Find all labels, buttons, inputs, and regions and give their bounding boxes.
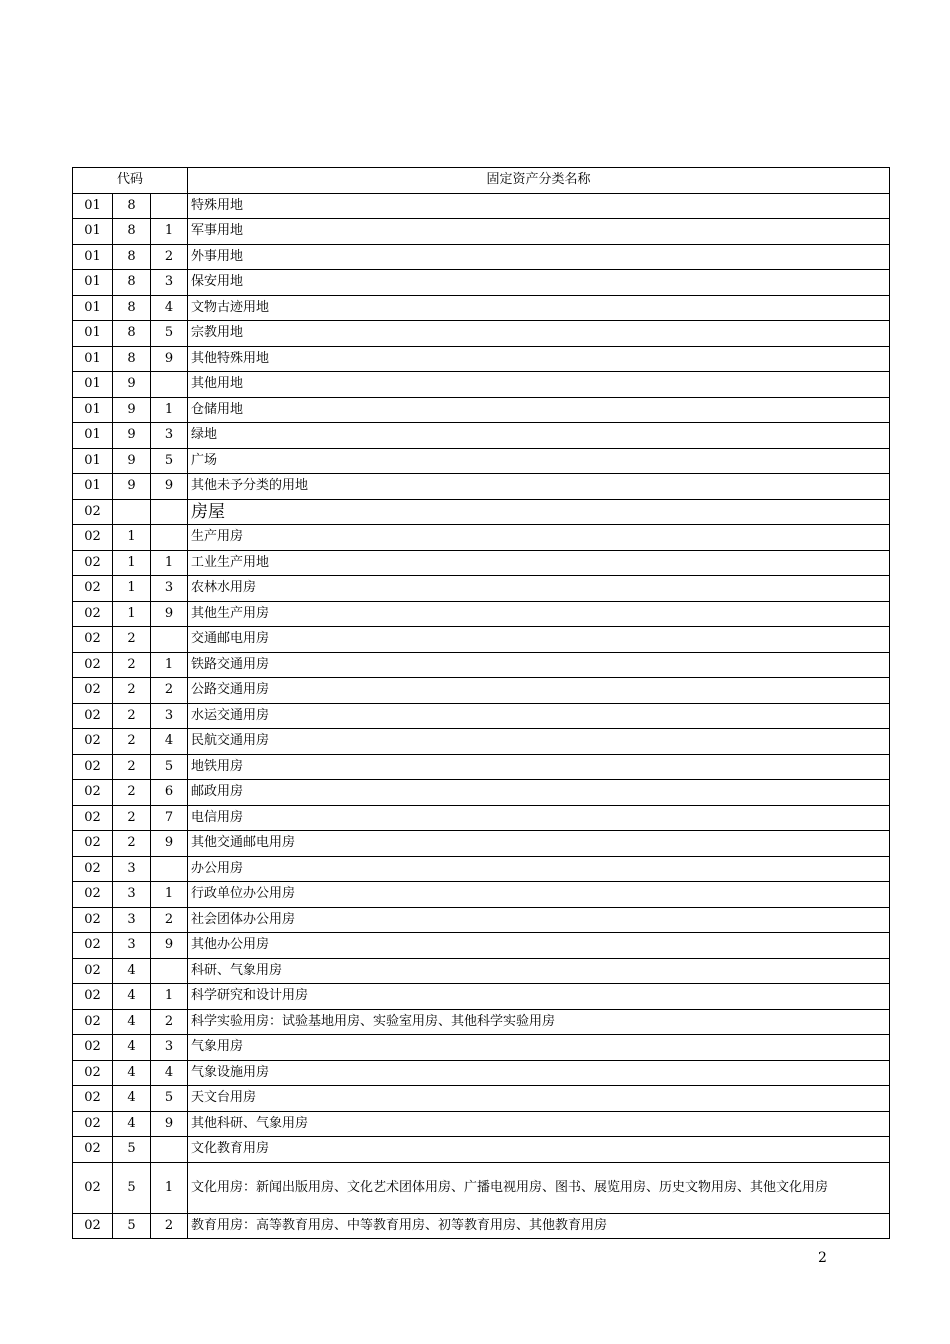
table-row	[73, 933, 890, 959]
category-name: 办公用房	[188, 856, 890, 882]
code-level-3: 9	[151, 346, 188, 372]
code-level-1: 02	[73, 754, 113, 780]
table-row	[73, 270, 890, 296]
code-level-3: 9	[151, 474, 188, 500]
code-level-2: 2	[113, 678, 151, 704]
code-level-1: 01	[73, 346, 113, 372]
table-row	[73, 321, 890, 347]
category-name: 文物古迹用地	[188, 295, 890, 321]
table-row	[73, 1060, 890, 1086]
category-name: 仓储用地	[188, 397, 890, 423]
category-name: 天文台用房	[188, 1086, 890, 1112]
table-row	[73, 805, 890, 831]
code-level-3: 2	[151, 1009, 188, 1035]
code-level-1: 02	[73, 1162, 113, 1213]
table-row	[73, 678, 890, 704]
category-name: 外事用地	[188, 244, 890, 270]
category-name: 民航交通用房	[188, 729, 890, 755]
code-level-3: 2	[151, 907, 188, 933]
code-level-2: 8	[113, 193, 151, 219]
category-name: 水运交通用房	[188, 703, 890, 729]
code-level-3: 4	[151, 295, 188, 321]
code-level-1: 01	[73, 219, 113, 245]
code-level-2: 2	[113, 754, 151, 780]
code-level-3: 2	[151, 1213, 188, 1239]
code-level-2: 4	[113, 1060, 151, 1086]
table-row	[73, 1086, 890, 1112]
code-level-1: 02	[73, 831, 113, 857]
table-row	[73, 295, 890, 321]
code-level-2: 8	[113, 244, 151, 270]
table-row	[73, 1111, 890, 1137]
code-level-3	[151, 627, 188, 653]
code-level-2: 3	[113, 882, 151, 908]
code-level-3: 6	[151, 780, 188, 806]
code-level-2: 9	[113, 474, 151, 500]
code-level-3: 1	[151, 652, 188, 678]
category-name: 其他交通邮电用房	[188, 831, 890, 857]
code-level-3: 4	[151, 729, 188, 755]
table-row	[73, 499, 890, 525]
code-level-3: 5	[151, 321, 188, 347]
table-row	[73, 627, 890, 653]
code-level-2: 4	[113, 1035, 151, 1061]
code-level-3: 3	[151, 270, 188, 296]
code-level-3: 1	[151, 1162, 188, 1213]
category-name: 其他未予分类的用地	[188, 474, 890, 500]
table-row	[73, 984, 890, 1010]
code-level-3: 5	[151, 448, 188, 474]
code-level-2: 2	[113, 703, 151, 729]
category-name: 科研、气象用房	[188, 958, 890, 984]
table-row	[73, 882, 890, 908]
code-level-1: 01	[73, 372, 113, 398]
code-level-3: 5	[151, 754, 188, 780]
code-level-1: 02	[73, 525, 113, 551]
table-row	[73, 423, 890, 449]
page-number: 2	[818, 1250, 827, 1266]
code-level-1: 02	[73, 1086, 113, 1112]
code-level-1: 01	[73, 423, 113, 449]
code-level-1: 02	[73, 1060, 113, 1086]
category-name: 其他办公用房	[188, 933, 890, 959]
category-name: 其他特殊用地	[188, 346, 890, 372]
code-level-2: 8	[113, 270, 151, 296]
code-level-2: 1	[113, 525, 151, 551]
category-name: 生产用房	[188, 525, 890, 551]
code-level-3	[151, 525, 188, 551]
table-row	[73, 346, 890, 372]
code-level-1: 02	[73, 984, 113, 1010]
code-level-1: 02	[73, 1009, 113, 1035]
code-level-1: 01	[73, 321, 113, 347]
code-level-3: 9	[151, 1111, 188, 1137]
category-name: 教育用房：高等教育用房、中等教育用房、初等教育用房、其他教育用房	[188, 1213, 890, 1239]
code-level-2: 4	[113, 1111, 151, 1137]
code-level-2: 9	[113, 423, 151, 449]
table-row	[73, 244, 890, 270]
category-name: 其他生产用房	[188, 601, 890, 627]
code-level-2: 4	[113, 984, 151, 1010]
category-name: 社会团体办公用房	[188, 907, 890, 933]
table-header-row	[73, 168, 890, 194]
code-level-2: 3	[113, 907, 151, 933]
code-level-2: 8	[113, 295, 151, 321]
category-name: 其他科研、气象用房	[188, 1111, 890, 1137]
table-row	[73, 1035, 890, 1061]
code-level-2: 5	[113, 1213, 151, 1239]
code-level-3: 7	[151, 805, 188, 831]
table-body	[73, 168, 890, 1239]
code-level-3	[151, 958, 188, 984]
code-level-3: 3	[151, 423, 188, 449]
code-level-2: 2	[113, 652, 151, 678]
table-row	[73, 1162, 890, 1213]
code-level-3: 3	[151, 1035, 188, 1061]
code-level-2: 4	[113, 1086, 151, 1112]
table-row	[73, 1213, 890, 1239]
code-level-2: 3	[113, 856, 151, 882]
code-level-2: 4	[113, 958, 151, 984]
code-level-3	[151, 499, 188, 525]
category-name: 农林水用房	[188, 576, 890, 602]
table-row	[73, 193, 890, 219]
category-name: 科学实验用房：试验基地用房、实验室用房、其他科学实验用房	[188, 1009, 890, 1035]
code-level-1: 02	[73, 907, 113, 933]
code-level-2: 8	[113, 219, 151, 245]
asset-classification-table	[72, 167, 890, 1239]
code-level-1: 02	[73, 1035, 113, 1061]
code-level-3	[151, 1137, 188, 1163]
category-name: 行政单位办公用房	[188, 882, 890, 908]
category-name: 宗教用地	[188, 321, 890, 347]
category-name: 绿地	[188, 423, 890, 449]
category-name: 其他用地	[188, 372, 890, 398]
code-level-2: 3	[113, 933, 151, 959]
code-level-1: 02	[73, 856, 113, 882]
code-level-2	[113, 499, 151, 525]
code-level-2: 2	[113, 729, 151, 755]
code-level-1: 02	[73, 550, 113, 576]
code-level-3: 1	[151, 882, 188, 908]
header-code: 代码	[73, 168, 188, 194]
code-level-1: 01	[73, 244, 113, 270]
code-level-1: 02	[73, 499, 113, 525]
category-name: 科学研究和设计用房	[188, 984, 890, 1010]
category-name: 交通邮电用房	[188, 627, 890, 653]
code-level-3: 2	[151, 678, 188, 704]
code-level-1: 01	[73, 295, 113, 321]
code-level-1: 02	[73, 780, 113, 806]
code-level-3: 1	[151, 550, 188, 576]
table-row	[73, 1137, 890, 1163]
table-row	[73, 397, 890, 423]
code-level-1: 02	[73, 1111, 113, 1137]
table-row	[73, 448, 890, 474]
category-name: 邮政用房	[188, 780, 890, 806]
category-name: 地铁用房	[188, 754, 890, 780]
category-name: 气象设施用房	[188, 1060, 890, 1086]
table-row	[73, 780, 890, 806]
code-level-1: 02	[73, 729, 113, 755]
code-level-1: 02	[73, 678, 113, 704]
category-name: 公路交通用房	[188, 678, 890, 704]
category-name: 特殊用地	[188, 193, 890, 219]
code-level-2: 2	[113, 831, 151, 857]
code-level-1: 01	[73, 474, 113, 500]
code-level-1: 02	[73, 652, 113, 678]
table-row	[73, 474, 890, 500]
category-name: 保安用地	[188, 270, 890, 296]
code-level-3: 1	[151, 984, 188, 1010]
table-row	[73, 550, 890, 576]
code-level-2: 4	[113, 1009, 151, 1035]
table-row	[73, 958, 890, 984]
category-name: 气象用房	[188, 1035, 890, 1061]
code-level-1: 02	[73, 703, 113, 729]
code-level-1: 02	[73, 576, 113, 602]
category-name: 工业生产用地	[188, 550, 890, 576]
table-row	[73, 754, 890, 780]
code-level-1: 01	[73, 270, 113, 296]
table-row	[73, 219, 890, 245]
code-level-2: 5	[113, 1137, 151, 1163]
table-row	[73, 856, 890, 882]
code-level-1: 02	[73, 601, 113, 627]
code-level-3: 9	[151, 933, 188, 959]
header-name: 固定资产分类名称	[188, 168, 890, 194]
table-row	[73, 601, 890, 627]
code-level-2: 2	[113, 627, 151, 653]
code-level-3: 4	[151, 1060, 188, 1086]
table-row	[73, 576, 890, 602]
code-level-3	[151, 856, 188, 882]
code-level-2: 8	[113, 321, 151, 347]
code-level-2: 1	[113, 550, 151, 576]
code-level-1: 02	[73, 958, 113, 984]
category-name: 文化教育用房	[188, 1137, 890, 1163]
code-level-2: 8	[113, 346, 151, 372]
code-level-2: 5	[113, 1162, 151, 1213]
code-level-3: 9	[151, 831, 188, 857]
table-row	[73, 703, 890, 729]
category-name: 房屋	[188, 499, 890, 525]
code-level-1: 02	[73, 627, 113, 653]
category-name: 电信用房	[188, 805, 890, 831]
code-level-3	[151, 193, 188, 219]
code-level-3: 9	[151, 601, 188, 627]
code-level-2: 2	[113, 780, 151, 806]
code-level-2: 1	[113, 576, 151, 602]
code-level-2: 9	[113, 448, 151, 474]
code-level-3: 1	[151, 219, 188, 245]
code-level-1: 01	[73, 397, 113, 423]
code-level-2: 9	[113, 372, 151, 398]
code-level-3: 3	[151, 703, 188, 729]
category-name: 军事用地	[188, 219, 890, 245]
code-level-1: 02	[73, 882, 113, 908]
table-row	[73, 525, 890, 551]
category-name: 文化用房：新闻出版用房、文化艺术团体用房、广播电视用房、图书、展览用房、历史文物用房、其他文化用房	[188, 1162, 890, 1213]
table-row	[73, 729, 890, 755]
code-level-3	[151, 372, 188, 398]
category-name: 铁路交通用房	[188, 652, 890, 678]
code-level-1: 02	[73, 933, 113, 959]
table-row	[73, 652, 890, 678]
table-row	[73, 907, 890, 933]
code-level-2: 2	[113, 805, 151, 831]
code-level-3: 1	[151, 397, 188, 423]
code-level-3: 5	[151, 1086, 188, 1112]
code-level-1: 01	[73, 448, 113, 474]
code-level-1: 02	[73, 1137, 113, 1163]
code-level-2: 9	[113, 397, 151, 423]
code-level-3: 3	[151, 576, 188, 602]
code-level-1: 01	[73, 193, 113, 219]
code-level-3: 2	[151, 244, 188, 270]
table-row	[73, 1009, 890, 1035]
table-row	[73, 831, 890, 857]
code-level-1: 02	[73, 1213, 113, 1239]
category-name: 广场	[188, 448, 890, 474]
code-level-1: 02	[73, 805, 113, 831]
code-level-2: 1	[113, 601, 151, 627]
table-row	[73, 372, 890, 398]
